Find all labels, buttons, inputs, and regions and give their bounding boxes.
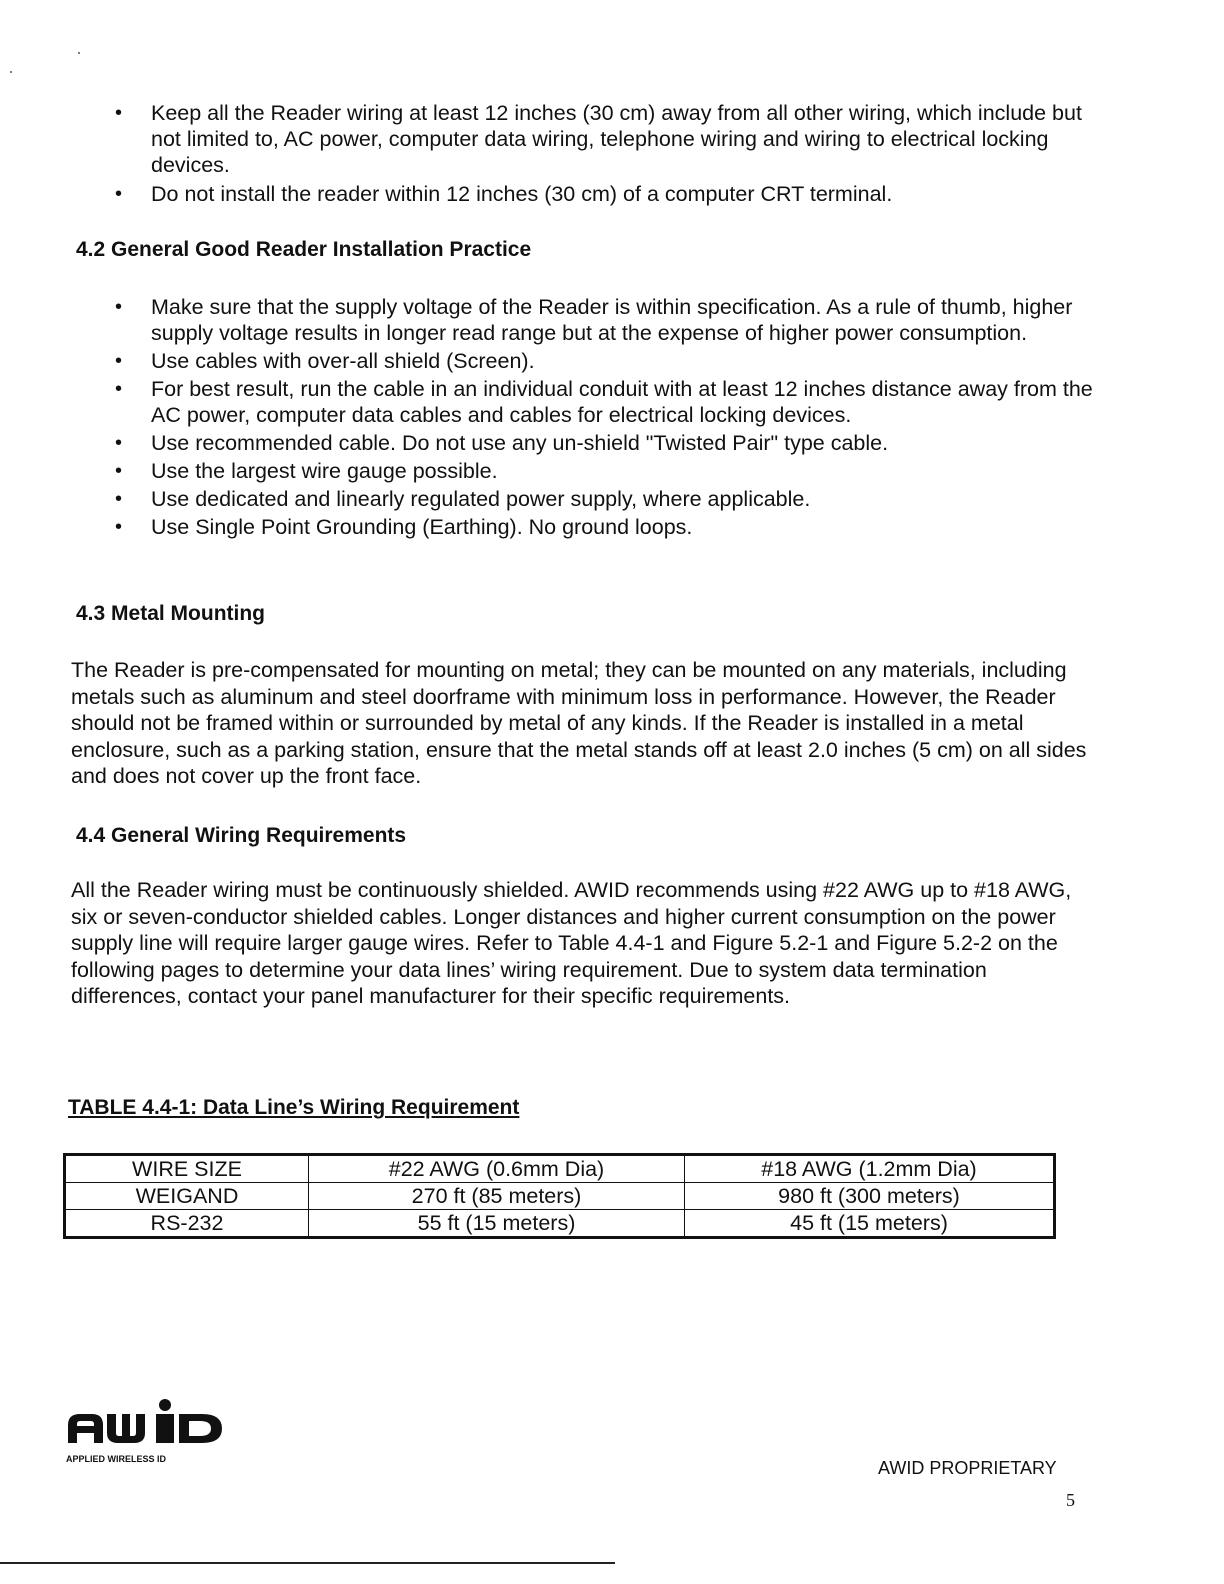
bullet-item: • Use Single Point Grounding (Earthing). No ground loops.: [115, 514, 1100, 540]
section-heading-4-3: 4.3 Metal Mounting: [76, 602, 265, 625]
table-cell: 270 ft (85 meters): [309, 1183, 685, 1210]
bullet-item: • Use recommended cable. Do not use any un-shield "Twisted Pair" type cable.: [115, 430, 1100, 456]
table-cell: 980 ft (300 meters): [685, 1183, 1055, 1210]
table-header-cell: #22 AWG (0.6mm Dia): [309, 1155, 685, 1183]
table-row: [65, 1183, 1055, 1210]
bullet-list-4-2: [115, 294, 1100, 542]
awid-logo: [66, 1395, 246, 1467]
section-heading-4-4: 4.4 General Wiring Requirements: [76, 824, 407, 847]
footer-rule: [0, 1562, 615, 1564]
section-heading-4-2: 4.2 General Good Reader Installation Practice: [76, 238, 532, 261]
paragraph-wiring-requirements: All the Reader wiring must be continuously shielded. AWID recommends using #22 AWG up to #18 AWG, six or seven-conductor shielded cables. Longer distances and higher current consumption on the power supply line will require larger gauge wires. Refer to Table 4.4-1 and Figure 5.2-1 and Figure 5.2-2 on the following pages to determine your data lines’ wiring requirement. Due to system data termination differences, contact your panel manufacturer for their specific requirements.: [71, 878, 1072, 1008]
bullet-item: • Use the largest wire gauge possible.: [115, 458, 1100, 484]
paragraph-metal-mounting: The Reader is pre-compensated for mounting on metal; they can be mounted on any materials, including metals such as aluminum and steel doorframe with minimum loss in performance. However, the Reader should not be framed within or surrounded by metal of any kinds. If the Reader is installed in a metal enclosure, such as a parking station, ensure that the metal stands off at least 2.0 inches (5 cm) on all sides and does not cover up the front face.: [71, 658, 1087, 788]
scan-speck: [10, 71, 12, 73]
proprietary-notice: AWID PROPRIETARY: [878, 1458, 1057, 1478]
bullet-item: • Do not install the reader within 12 inches (30 cm) of a computer CRT terminal.: [115, 181, 1100, 207]
table-cell: WEIGAND: [65, 1183, 309, 1210]
page-number: 5: [1066, 1490, 1075, 1510]
table-row: [65, 1210, 1055, 1238]
table-cell: RS-232: [65, 1210, 309, 1238]
table-header-cell: #18 AWG (1.2mm Dia): [685, 1155, 1055, 1183]
table-header-row: [65, 1155, 1055, 1183]
bullet-item: • Use cables with over-all shield (Screen).: [115, 348, 1100, 374]
table-title: TABLE 4.4-1: Data Line’s Wiring Requirement: [68, 1096, 520, 1119]
bullet-item: • Use dedicated and linearly regulated power supply, where applicable.: [115, 486, 1100, 512]
table-cell: 45 ft (15 meters): [685, 1210, 1055, 1238]
scan-speck: [78, 52, 80, 54]
bullet-item: • For best result, run the cable in an individual conduit with at least 12 inches distance away from the AC power, computer data cables and cables for electrical locking devices.: [115, 376, 1100, 428]
bullet-item: • Make sure that the supply voltage of the Reader is within specification. As a rule of thumb, higher supply voltage results in longer read range but at the expense of higher power consumption.: [115, 294, 1100, 346]
bullet-list-top: [115, 100, 1100, 210]
table-header-cell: WIRE SIZE: [65, 1155, 309, 1183]
logo-tagline: APPLIED WIRELESS ID: [66, 1454, 167, 1464]
bullet-item: • Keep all the Reader wiring at least 12 inches (30 cm) away from all other wiring, which include but not limited to, AC power, computer data wiring, telephone wiring and wiring to electrical locking devices.: [115, 100, 1100, 178]
table-cell: 55 ft (15 meters): [309, 1210, 685, 1238]
wiring-requirement-table: [63, 1153, 1056, 1239]
